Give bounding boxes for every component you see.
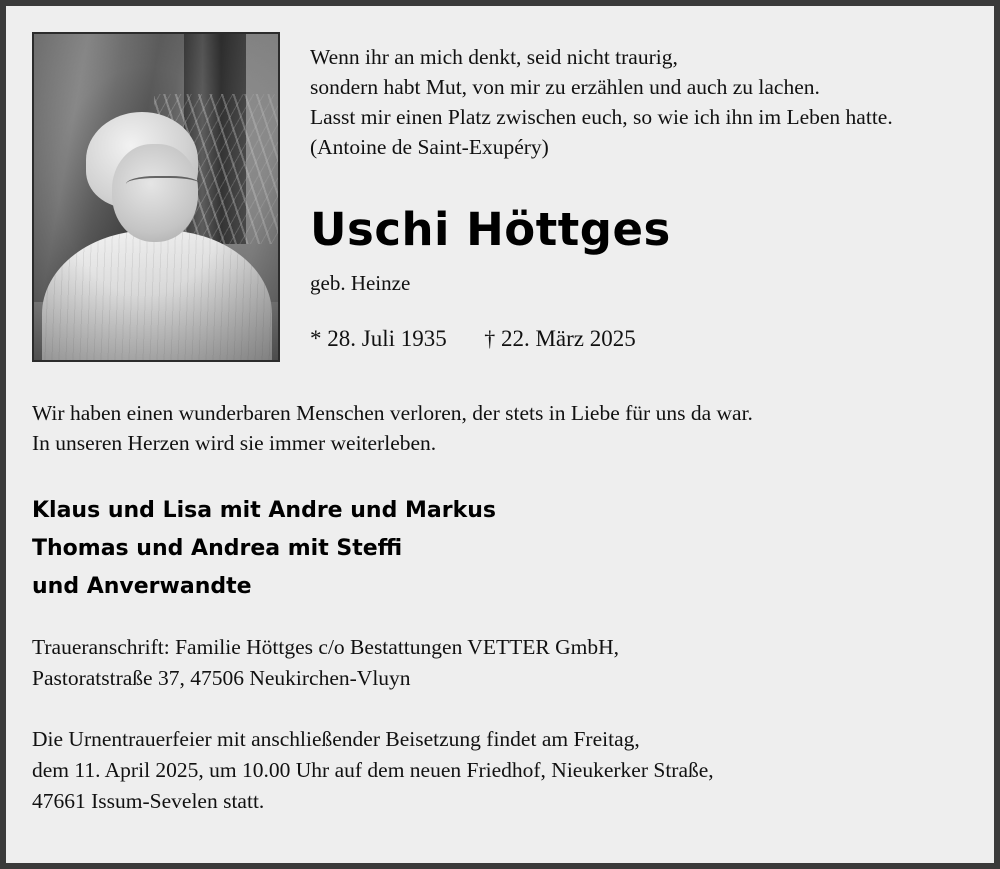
header-section	[32, 32, 968, 362]
life-dates	[310, 326, 968, 352]
family-line-1: Klaus und Lisa mit Andre und Markus	[32, 498, 496, 523]
tribute-line-2: In unseren Herzen wird sie immer weiterleben.	[32, 431, 437, 455]
deceased-name: Uschi Höttges	[310, 203, 671, 256]
family-line-3: und Anverwandte	[32, 574, 252, 599]
poem-line-1: Wenn ihr an mich denkt, seid nicht traurig,	[310, 45, 678, 69]
portrait-photo	[32, 32, 280, 362]
header-text-block	[280, 32, 968, 352]
ceremony-line-3: 47661 Issum-Sevelen statt.	[32, 789, 265, 813]
address-line-2: Pastoratstraße 37, 47506 Neukirchen-Vluyn	[32, 666, 411, 690]
family-line-2: Thomas und Andrea mit Steffi	[32, 536, 403, 561]
death-date: 22. März 2025	[500, 326, 636, 352]
poem-attribution: (Antoine de Saint-Exupéry)	[310, 135, 549, 159]
address-line-1: Traueranschrift: Familie Höttges c/o Bestattungen VETTER GmbH,	[32, 635, 619, 659]
family-names	[32, 492, 968, 606]
tribute-text	[32, 398, 968, 458]
cross-icon: †	[484, 326, 496, 352]
mourning-address	[32, 632, 968, 694]
photo-background	[34, 34, 278, 360]
ceremony-details	[32, 724, 968, 817]
tribute-line-1: Wir haben einen wunderbaren Menschen verloren, der stets in Liebe für uns da war.	[32, 401, 753, 425]
ceremony-line-1: Die Urnentrauerfeier mit anschließender Beisetzung findet am Freitag,	[32, 727, 640, 751]
maiden-name: geb. Heinze	[310, 271, 411, 296]
poem-line-2: sondern habt Mut, von mir zu erzählen und auch zu lachen.	[310, 75, 820, 99]
poem-line-3: Lasst mir einen Platz zwischen euch, so wie ich ihn im Leben hatte.	[310, 105, 893, 129]
poem	[310, 42, 968, 162]
ceremony-line-2: dem 11. April 2025, um 10.00 Uhr auf dem neuen Friedhof, Nieukerker Straße,	[32, 758, 714, 782]
photo-vignette	[34, 34, 278, 360]
birth-date: * 28. Juli 1935	[310, 326, 447, 352]
